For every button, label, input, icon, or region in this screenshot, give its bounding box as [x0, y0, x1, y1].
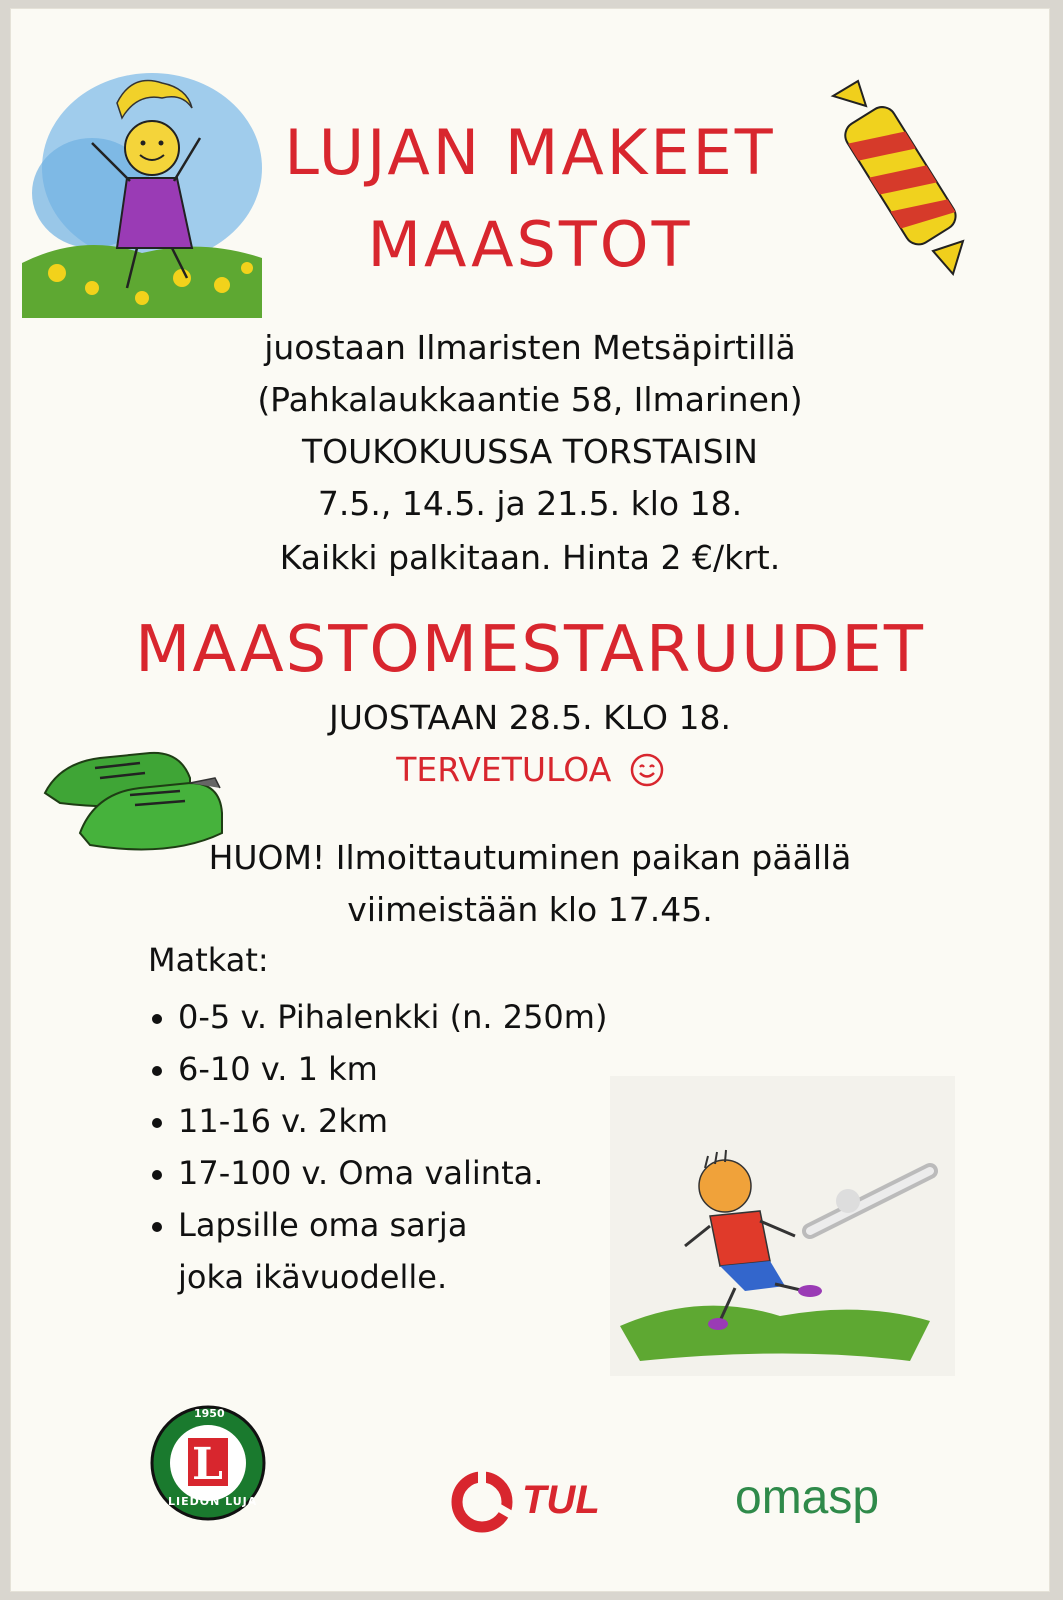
tul-logo [450, 1470, 620, 1540]
championship-date: JUOSTAAN 28.5. KLO 18. [329, 698, 731, 737]
club-logo [148, 1403, 268, 1523]
running-boy-illustration [610, 1076, 955, 1376]
list-item: Lapsille oma sarja joka ikävuodelle. [148, 1199, 498, 1303]
title-line-1: LUJAN MAKEET [284, 116, 776, 189]
omasp-logo: omasp [735, 1471, 880, 1524]
list-item: 6-10 v. 1 km [148, 1043, 698, 1095]
poster [10, 8, 1050, 1592]
info-line-4: 7.5., 14.5. ja 21.5. klo 18. [317, 484, 743, 523]
info-line-3: TOUKOKUUSSA TORSTAISIN [301, 432, 758, 471]
title-line-2: MAASTOT [367, 208, 693, 281]
club-logo-name: LIEDON LUJA [168, 1495, 258, 1508]
championship-title: MAASTOMESTARUUDET [135, 613, 925, 687]
smiley-icon [630, 753, 664, 787]
notice-line-2: viimeistään klo 17.45. [347, 890, 713, 929]
tul-emblem-icon [450, 1470, 514, 1534]
notice-line-1: HUOM! Ilmoittautuminen paikan päällä [208, 838, 852, 877]
info-line-1: juostaan Ilmaristen Metsäpirtillä [264, 328, 796, 367]
club-logo-letter: L [192, 1439, 223, 1490]
list-item: 11-16 v. 2km [148, 1095, 698, 1147]
info-line-2: (Pahkalaukkaantie 58, Ilmarinen) [257, 380, 803, 419]
list-item: 0-5 v. Pihalenkki (n. 250m) [148, 991, 698, 1043]
tul-wordmark: TUL [522, 1478, 600, 1522]
distances-label: Matkat: [148, 941, 269, 979]
list-item: 17-100 v. Oma valinta. [148, 1147, 698, 1199]
info-line-5: Kaikki palkitaan. Hinta 2 €/krt. [279, 538, 781, 577]
club-logo-year: 1950 [194, 1407, 225, 1420]
welcome-text: TERVETULOA [396, 750, 612, 789]
